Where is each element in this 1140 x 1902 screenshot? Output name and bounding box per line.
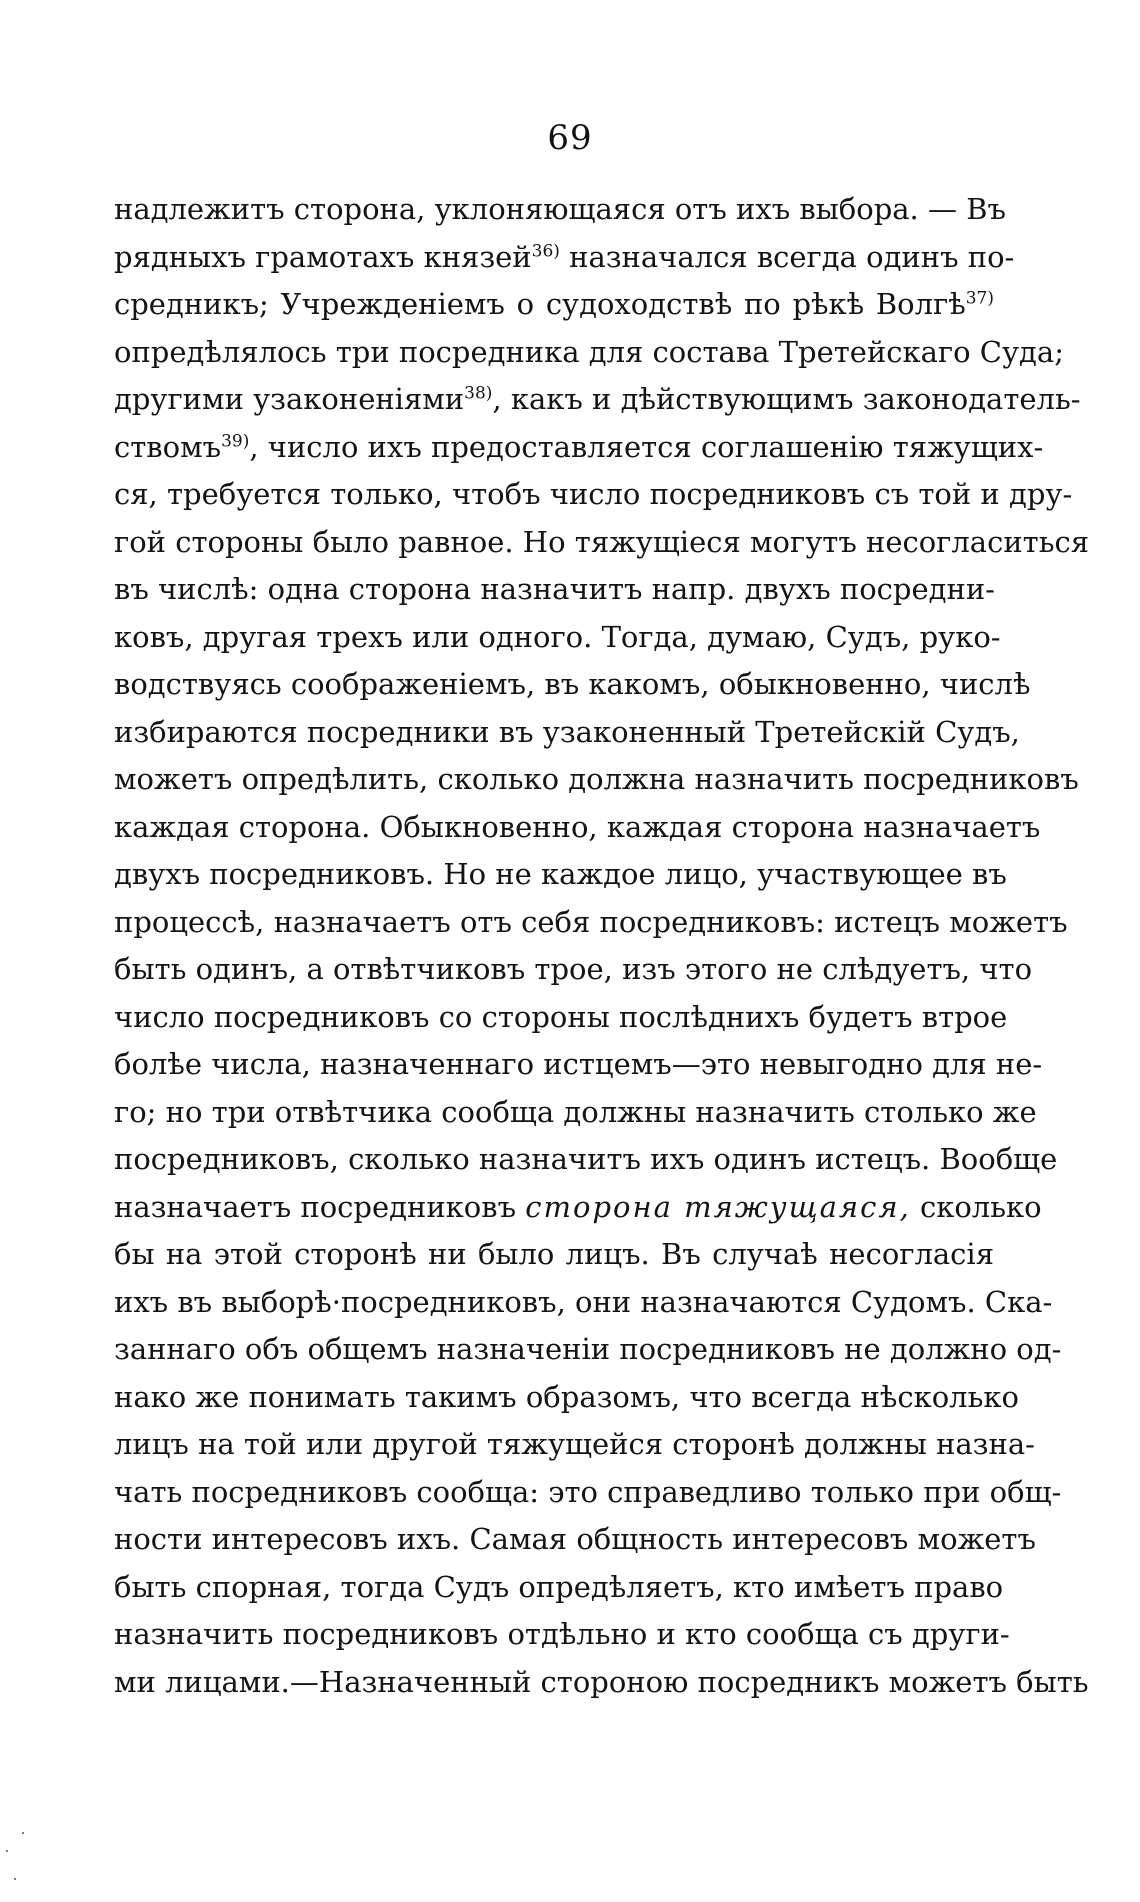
text-segment: опредѣлялось три посредника для состава Третейскаго Суда; [114, 334, 1064, 369]
text-line [114, 1564, 1004, 1612]
text-segment: рядныхъ грамотахъ князей [114, 239, 532, 274]
text-line [114, 804, 1041, 852]
text-line [114, 661, 1031, 709]
text-segment: , какъ и дѣйствующимъ законодатель- [492, 382, 1081, 416]
text-segment: гой стороны было равное. Но тяжущіеся могутъ несогласиться [114, 524, 1090, 559]
text-segment: , число ихъ предоставляется соглашенію тяжущих- [249, 429, 1044, 464]
text-line [114, 994, 1008, 1042]
scan-specks [0, 1830, 40, 1900]
text-segment: быть одинъ, а отвѣтчиковъ трое, изъ этого не слѣдуетъ, что [114, 952, 1033, 986]
text-segment: въ числѣ: одна сторона назначитъ напр. двухъ посредни- [114, 572, 995, 606]
text-line [114, 756, 1079, 804]
text-line [114, 851, 1007, 899]
text-segment: назначался всегда одинъ по- [559, 239, 1015, 274]
footnote-ref: 39) [221, 430, 250, 451]
text-segment: посредниковъ, сколько назначитъ ихъ одинъ истецъ. Вообще [114, 1142, 1058, 1176]
text-segment: надлежитъ сторона, уклоняющаяся отъ ихъ выбора. — Въ [114, 192, 1006, 226]
body-text [114, 186, 1090, 1706]
text-segment: избираются посредники въ узаконенный Третейскій Судъ, [114, 714, 1020, 749]
scan-speck [22, 1832, 24, 1834]
text-segment: ковъ, другая трехъ или одного. Тогда, думаю, Судъ, руко- [114, 619, 1001, 654]
footnote-ref: 36) [531, 240, 560, 261]
text-segment: водствуясь соображеніемъ, въ какомъ, обыкновенно, числѣ [114, 667, 1031, 701]
text-line [114, 376, 1081, 424]
text-line [114, 1231, 994, 1279]
text-line [114, 1659, 1089, 1707]
emphasis-text: сторона тяжущаяся, [525, 1189, 911, 1224]
text-segment: заннаго объ общемъ назначеніи посредниковъ не должно од- [114, 1332, 1062, 1366]
text-line [114, 1421, 1035, 1469]
text-line [114, 234, 1015, 282]
text-line [114, 281, 994, 329]
text-segment: двухъ посредниковъ. Но не каждое лицо, участвующее въ [114, 857, 1007, 891]
text-segment: ми лицами.—Назначенный стороною посредникъ можетъ быть [114, 1664, 1089, 1699]
text-line [114, 899, 1068, 947]
text-line [114, 519, 1090, 567]
text-line [114, 1469, 1062, 1517]
text-segment: быть спорная, тогда Судъ опредѣляетъ, кто имѣетъ право [114, 1569, 1004, 1604]
text-line [114, 1136, 1058, 1184]
text-segment: назначаетъ посредниковъ [114, 1189, 526, 1224]
text-segment: можетъ опредѣлить, сколько должна назначить посредниковъ [114, 762, 1079, 796]
text-line [114, 1279, 1053, 1327]
text-line [114, 1611, 1010, 1659]
text-segment: бы на этой сторонѣ ни было лицъ. Въ случаѣ несогласія [114, 1237, 994, 1271]
text-segment: чать посредниковъ сообща: это справедливо только при общ- [114, 1474, 1062, 1509]
text-segment: ся, требуется только, чтобъ число посредниковъ съ той и дру- [114, 477, 1073, 511]
text-segment: нако же понимать такимъ образомъ, что всегда нѣсколько [114, 1379, 1019, 1414]
text-line [114, 946, 1033, 994]
text-segment: средникъ; Учрежденіемъ о судоходствѣ по рѣкѣ Волгѣ [114, 287, 966, 321]
text-segment: лицъ на той или другой тяжущейся сторонѣ должны назна- [114, 1427, 1035, 1461]
page-number: 69 [547, 118, 593, 158]
text-line [114, 186, 1006, 234]
scan-speck [6, 1850, 8, 1852]
text-segment: другими узаконеніями [114, 382, 465, 416]
text-line [114, 1374, 1019, 1422]
text-line [114, 614, 1001, 662]
text-segment: процессѣ, назначаетъ отъ себя посредниковъ: истецъ можетъ [114, 904, 1068, 939]
text-line [114, 1041, 1043, 1089]
text-segment: болѣе числа, назначеннаго истцемъ—это невыгодно для не- [114, 1047, 1043, 1081]
text-segment: го; но три отвѣтчика сообща должны назначить столько же [114, 1094, 1037, 1129]
text-segment: ихъ въ выборѣ·посредниковъ, они назначаются Судомъ. Ска- [114, 1284, 1053, 1319]
text-line [114, 1089, 1037, 1137]
text-line [114, 1516, 1036, 1564]
scan-speck [14, 1878, 16, 1880]
footnote-ref: 37) [965, 288, 994, 309]
text-line [114, 1184, 1042, 1232]
text-line [114, 471, 1073, 519]
footnote-ref: 38) [464, 383, 493, 404]
text-segment: ствомъ [114, 429, 222, 464]
text-line [114, 566, 994, 614]
text-line [114, 424, 1044, 472]
text-segment: ности интересовъ ихъ. Самая общность интересовъ можетъ [114, 1522, 1036, 1556]
text-line [114, 1326, 1062, 1374]
text-segment: каждая сторона. Обыкновенно, каждая сторона назначаетъ [114, 809, 1041, 844]
text-segment: число посредниковъ со стороны послѣднихъ будетъ втрое [114, 999, 1008, 1034]
text-segment: назначить посредниковъ отдѣльно и кто сообща съ други- [114, 1617, 1010, 1651]
text-segment: сколько [910, 1189, 1042, 1224]
text-line [114, 709, 1020, 757]
text-line [114, 329, 1064, 377]
